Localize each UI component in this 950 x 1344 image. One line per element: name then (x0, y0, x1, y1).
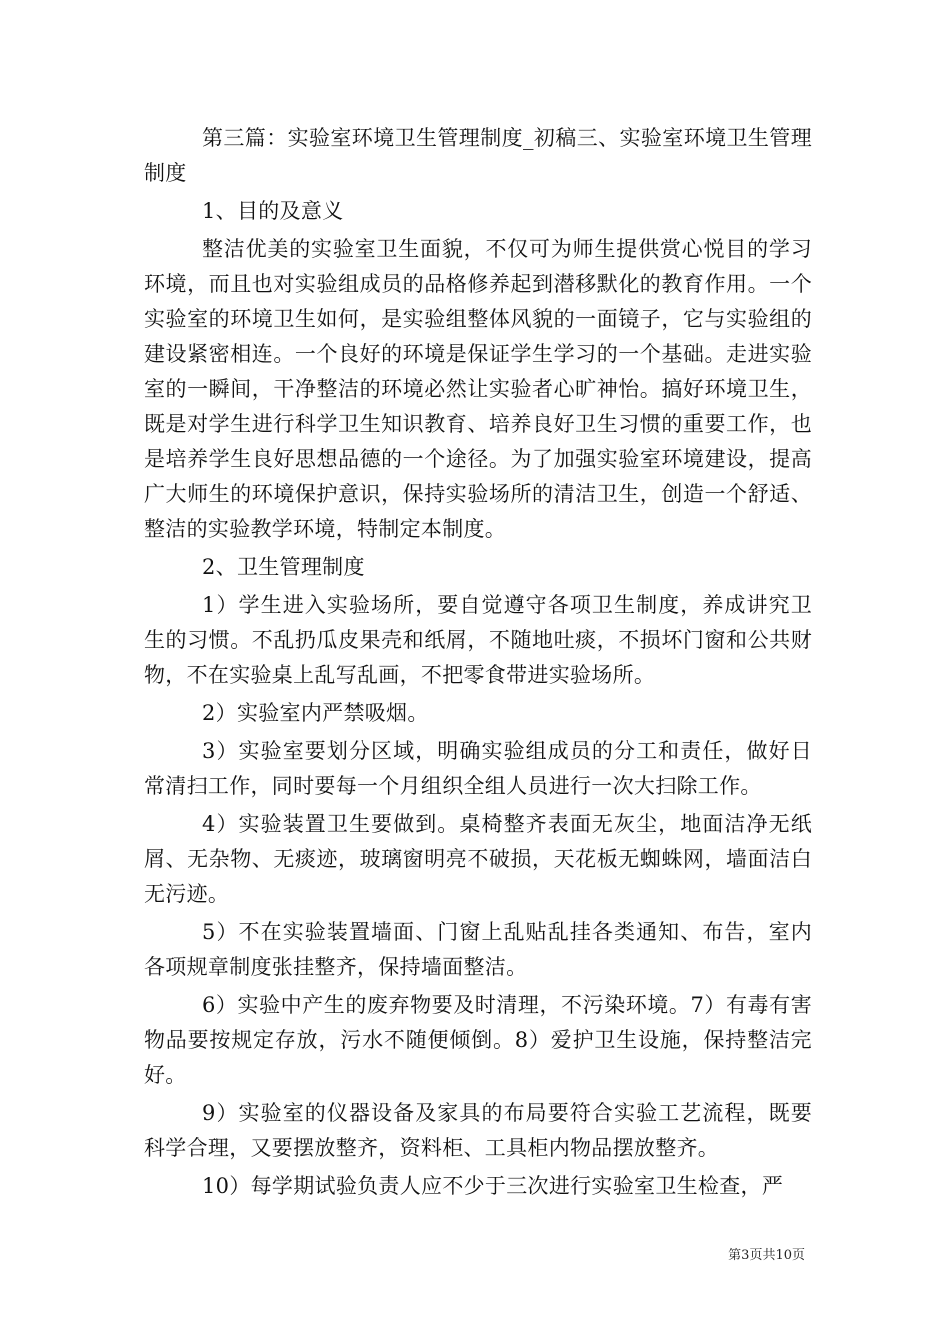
document-body (144, 121, 812, 1204)
rule-item-2: 2）实验室内严禁吸烟。 (202, 701, 429, 725)
rule-item-3: 3）实验室要划分区域，明确实验组成员的分工和责任，做好日常清扫工作，同时要每一个月组织全组人员进行一次大扫除工作。 (144, 739, 812, 798)
document-heading: 第三篇：实验室环境卫生管理制度_初稿三、实验室环境卫生管理制度 (144, 126, 812, 185)
rule-item-9: 9）实验室的仪器设备及家具的布局要符合实验工艺流程，既要科学合理，又要摆放整齐，资料柜、工具柜内物品摆放整齐。 (144, 1101, 812, 1160)
rule-item-10: 10）每学期试验负责人应不少于三次进行实验室卫生检查，严 (202, 1174, 784, 1198)
rule-item-6-8: 6）实验中产生的废弃物要及时清理，不污染环境。7）有毒有害物品要按规定存放，污水不随便倾倒。8）爱护卫生设施，保持整洁完好。 (144, 993, 812, 1087)
rule-item-5: 5）不在实验装置墙面、门窗上乱贴乱挂各类通知、布告，室内各项规章制度张挂整齐，保持墙面整洁。 (144, 920, 812, 979)
section-heading-purpose: 1、目的及意义 (202, 199, 344, 223)
section-heading-rules: 2、卫生管理制度 (202, 555, 365, 579)
rule-item-4: 4）实验装置卫生要做到。桌椅整齐表面无灰尘，地面洁净无纸屑、无杂物、无痰迹，玻璃窗明亮不破损，天花板无蜘蛛网，墙面洁白无污迹。 (144, 812, 812, 906)
rule-item-1: 1）学生进入实验场所，要自觉遵守各项卫生制度，养成讲究卫生的习惯。不乱扔瓜皮果壳和纸屑，不随地吐痰，不损坏门窗和公共财物，不在实验桌上乱写乱画，不把零食带进实验场所。 (144, 593, 812, 687)
page-number: 第3页共10页 (728, 1248, 805, 1263)
paragraph-purpose: 整洁优美的实验室卫生面貌，不仅可为师生提供赏心悦目的学习环境，而且也对实验组成员的品格修养起到潜移默化的教育作用。一个实验室的环境卫生如何，是实验组整体风貌的一面镜子，它与实验组的建设紧密相连。一个良好的环境是保证学生学习的一个基础。走进实验室的一瞬间，干净整洁的环境必然让实验者心旷神怡。搞好环境卫生，既是对学生进行科学卫生知识教育、培养良好卫生习惯的重要工作，也是培养学生良好思想品德的一个途径。为了加强实验室环境建设，提高广大师生的环境保护意识，保持实验场所的清洁卫生，创造一个舒适、整洁的实验教学环境，特制定本制度。 (144, 237, 812, 541)
